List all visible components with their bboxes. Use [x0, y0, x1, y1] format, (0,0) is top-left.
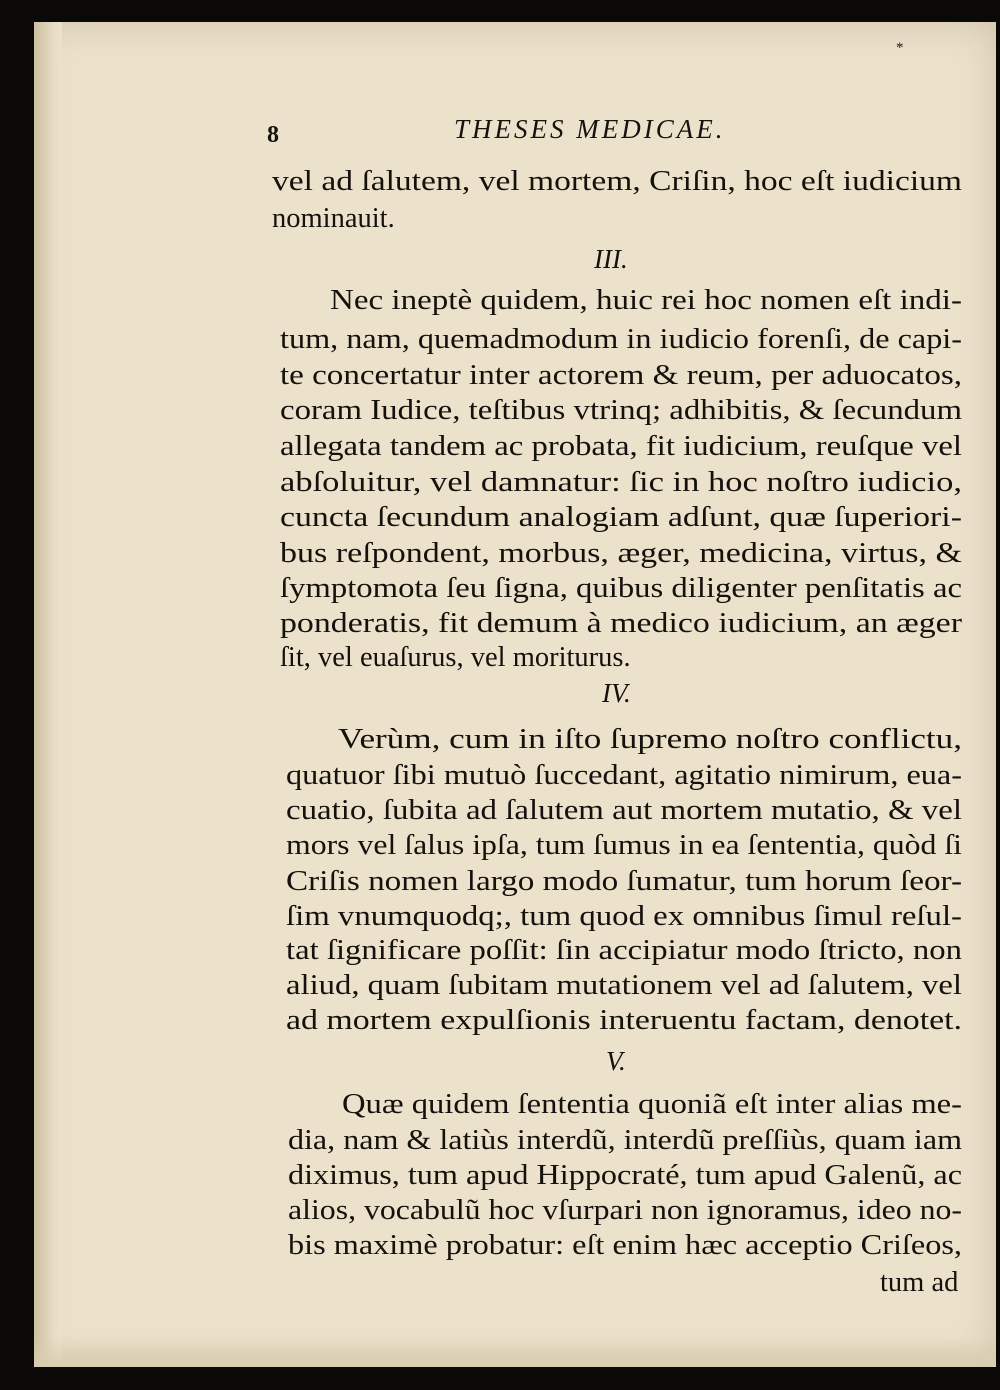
text-line: vel ad ſalutem, vel mortem, Criſin, hoc eſt iudicium [272, 166, 963, 197]
text-line: tat ſignificare poſſit: ſin accipiatur modo ſtricto, non [286, 935, 962, 966]
text-line: dia, nam & latiùs interdũ, interdũ preſſiùs, quam iam [288, 1125, 963, 1156]
text-line: aliud, quam ſubitam mutationem vel ad ſalutem, vel [286, 970, 962, 1001]
text-line: ponderatis, fit demum à medico iudicium, an æger [280, 608, 962, 639]
ornament-asterisk: * [896, 40, 904, 56]
text-line: nominauit. [272, 203, 395, 234]
text-line: ſymptomota ſeu ſigna, quibus diligenter penſitatis ac [280, 573, 962, 604]
text-line: coram Iudice, teſtibus vtrinq; adhibitis, & ſecundum [280, 395, 962, 426]
page-number: 8 [267, 122, 279, 148]
text-line: abſoluitur, vel damnatur: ſic in hoc noſtro iudicio, [280, 467, 962, 498]
section-numeral: IV. [602, 678, 631, 708]
text-line: ſit, vel euaſurus, vel moriturus. [280, 642, 631, 673]
text-line: cuatio, ſubita ad ſalutem aut mortem mutatio, & vel [286, 795, 963, 826]
text-line: Nec ineptè quidem, huic rei hoc nomen eſt indi- [330, 285, 962, 316]
text-line: diximus, tum apud Hippocraté, tum apud Galenũ, ac [288, 1160, 963, 1191]
text-line: cuncta ſecundum analogiam adſunt, quæ ſuperiori- [280, 502, 962, 533]
page-bottom-shading [34, 1337, 996, 1367]
catchword: tum ad [880, 1267, 959, 1298]
text-line: tum, nam, quemadmodum in iudicio forenſi, de capi- [280, 324, 962, 355]
page-gutter-shadow [34, 22, 62, 1367]
running-title: THESES MEDICAE. [454, 114, 726, 144]
section-numeral: III. [594, 244, 628, 274]
text-line: Quæ quidem ſententia quoniã eſt inter alias me- [342, 1089, 962, 1120]
text-line: Verùm, cum in iſto ſupremo noſtro conflictu, [338, 724, 963, 755]
text-line: ad mortem expulſionis interuentu factam, denotet. [286, 1005, 963, 1036]
text-line: bus reſpondent, morbus, æger, medicina, virtus, & [280, 538, 963, 569]
text-line: quatuor ſibi mutuò ſuccedant, agitatio nimirum, eua- [286, 760, 963, 791]
text-line: alios, vocabulũ hoc vſurpari non ignoramus, ideo no- [288, 1195, 962, 1226]
text-line: allegata tandem ac probata, fit iudicium, reuſque vel [280, 431, 962, 462]
text-line: mors vel ſalus ipſa, tum ſumus in ea ſententia, quòd ſi [286, 830, 962, 861]
text-line: Criſis nomen largo modo ſumatur, tum horum ſeor- [286, 866, 963, 897]
text-line: bis maximè probatur: eſt enim hæc acceptio Criſeos, [288, 1230, 962, 1261]
section-numeral: V. [606, 1046, 626, 1076]
text-line: te concertatur inter actorem & reum, per aduocatos, [280, 360, 963, 391]
text-line: ſim vnumquodq;, tum quod ex omnibus ſimul reſul- [286, 901, 962, 932]
book-page [34, 22, 996, 1367]
